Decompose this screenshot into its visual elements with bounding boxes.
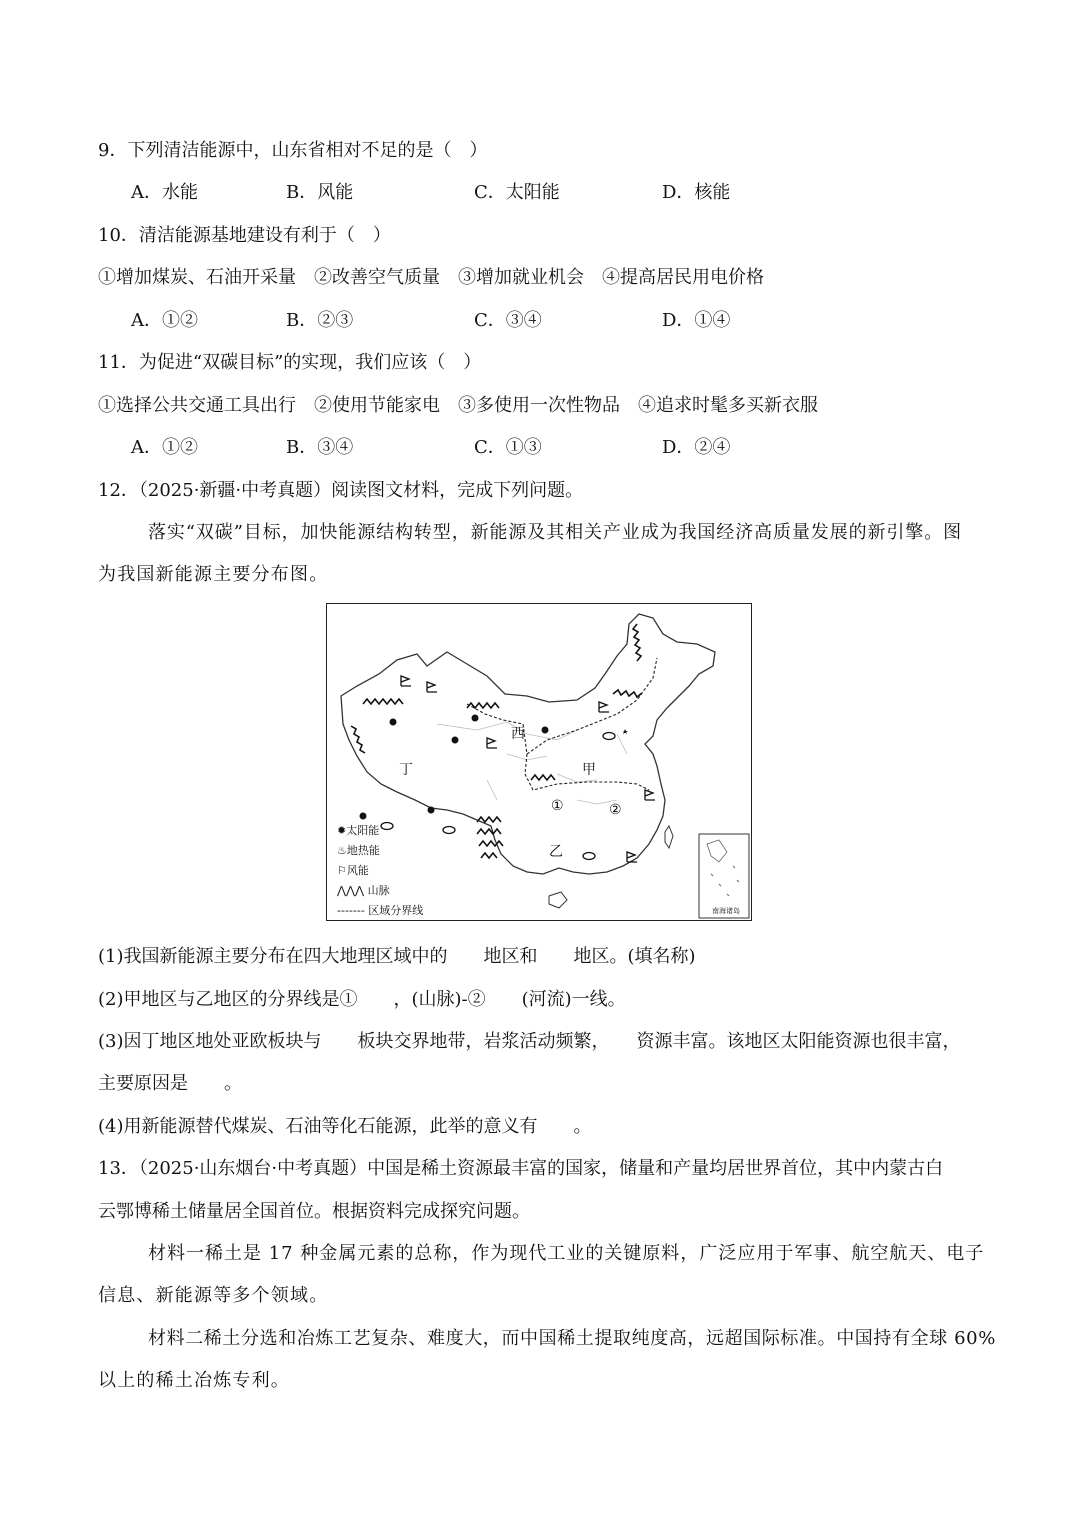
sun-icon: ✹ <box>337 824 347 837</box>
legend-geothermal: ♨地热能 <box>337 844 380 857</box>
q11-option-c[interactable]: C．①③ <box>474 437 542 458</box>
mountain-icon: ⋀⋀⋀ <box>337 884 365 897</box>
q10-stem: 10．清洁能源基地建设有利于（ ） <box>98 225 391 246</box>
q11-option-d[interactable]: D．②④ <box>662 437 731 458</box>
q9-option-a[interactable]: A．水能 <box>131 182 198 203</box>
q12-material-line1: 落实“双碳”目标，加快能源结构转型，新能源及其相关产业成为我国经济高质量发展的新引擎。图 <box>148 522 962 543</box>
q9-option-b[interactable]: B．风能 <box>286 182 354 203</box>
region-label-jia: 甲 <box>582 762 596 778</box>
q11-option-a[interactable]: A．①② <box>131 437 198 458</box>
q10-option-a[interactable]: A．①② <box>131 310 198 331</box>
q11-stem: 11．为促进“双碳目标”的实现，我们应该（ ） <box>98 352 482 373</box>
q12-sub3-line1: (3)因丁地区地处亚欧板块与 板块交界地带，岩浆活动频繁， 资源丰富。该地区太阳能资源也很丰富， <box>98 1031 961 1052</box>
inset-label: 南海诸岛 <box>712 907 740 915</box>
q13-material2-line1: 材料二稀土分选和冶炼工艺复杂、难度大，而中国稀土提取纯度高，远超国际标准。中国持有全球 60% <box>148 1328 996 1349</box>
q12-sub2: (2)甲地区与乙地区的分界线是① ，(山脉)-② (河流)一线。 <box>98 989 626 1010</box>
dashed-line-icon: ------- <box>337 904 365 917</box>
q12-sub1: (1)我国新能源主要分布在四大地理区域中的 地区和 地区。(填名称) <box>98 946 696 967</box>
q12-material-line2: 为我国新能源主要分布图。 <box>98 564 329 585</box>
q10-option-c[interactable]: C．③④ <box>474 310 542 331</box>
q13-material1-line2: 信息、新能源等多个领域。 <box>98 1285 329 1306</box>
region-label-2: ② <box>609 802 622 818</box>
q12-stem: 12．（2025·新疆·中考真题）阅读图文材料，完成下列问题。 <box>98 480 584 501</box>
region-label-yi: 乙 <box>549 844 563 860</box>
geothermal-icon: ♨ <box>337 844 347 857</box>
q9-stem: 9．下列清洁能源中，山东省相对不足的是（ ） <box>98 140 488 161</box>
region-label-ding: 丁 <box>399 762 413 778</box>
region-label-1: ① <box>551 798 564 814</box>
q13-material2-line2: 以上的稀土冶炼专利。 <box>98 1370 290 1391</box>
q10-statements: ①增加煤炭、石油开采量 ②改善空气质量 ③增加就业机会 ④提高居民用电价格 <box>98 267 764 288</box>
q13-stem-line1: 13．（2025·山东烟台·中考真题）中国是稀土资源最丰富的国家，储量和产量均居世界首位，其中内蒙古白 <box>98 1158 944 1179</box>
legend-mountain: ⋀⋀⋀ 山脉 <box>337 884 390 897</box>
q12-sub3-line2: 主要原因是 。 <box>98 1073 242 1094</box>
wind-turbine-icon: ⚐ <box>337 864 347 877</box>
q12-sub4: (4)用新能源替代煤炭、石油等化石能源，此举的意义有 。 <box>98 1116 592 1137</box>
china-outline <box>327 604 753 922</box>
q9-option-d[interactable]: D．核能 <box>662 182 731 203</box>
region-label-xi: 西 <box>511 726 525 742</box>
legend-boundary: ------- 区域分界线 <box>337 904 424 917</box>
q9-option-c[interactable]: C．太阳能 <box>474 182 560 203</box>
legend-wind: ⚐风能 <box>337 864 369 877</box>
q13-stem-line2: 云鄂博稀土储量居全国首位。根据资料完成探究问题。 <box>98 1201 530 1222</box>
q11-statements: ①选择公共交通工具出行 ②使用节能家电 ③多使用一次性物品 ④追求时髦多买新衣服 <box>98 395 818 416</box>
q10-option-b[interactable]: B．②③ <box>286 310 354 331</box>
q11-option-b[interactable]: B．③④ <box>286 437 354 458</box>
q10-option-d[interactable]: D．①④ <box>662 310 731 331</box>
new-energy-map <box>326 603 752 921</box>
legend-solar: ✹太阳能 <box>337 824 380 837</box>
q13-material1-line1: 材料一稀土是 17 种金属元素的总称，作为现代工业的关键原料，广泛应用于军事、航空航天、电子 <box>148 1243 985 1264</box>
